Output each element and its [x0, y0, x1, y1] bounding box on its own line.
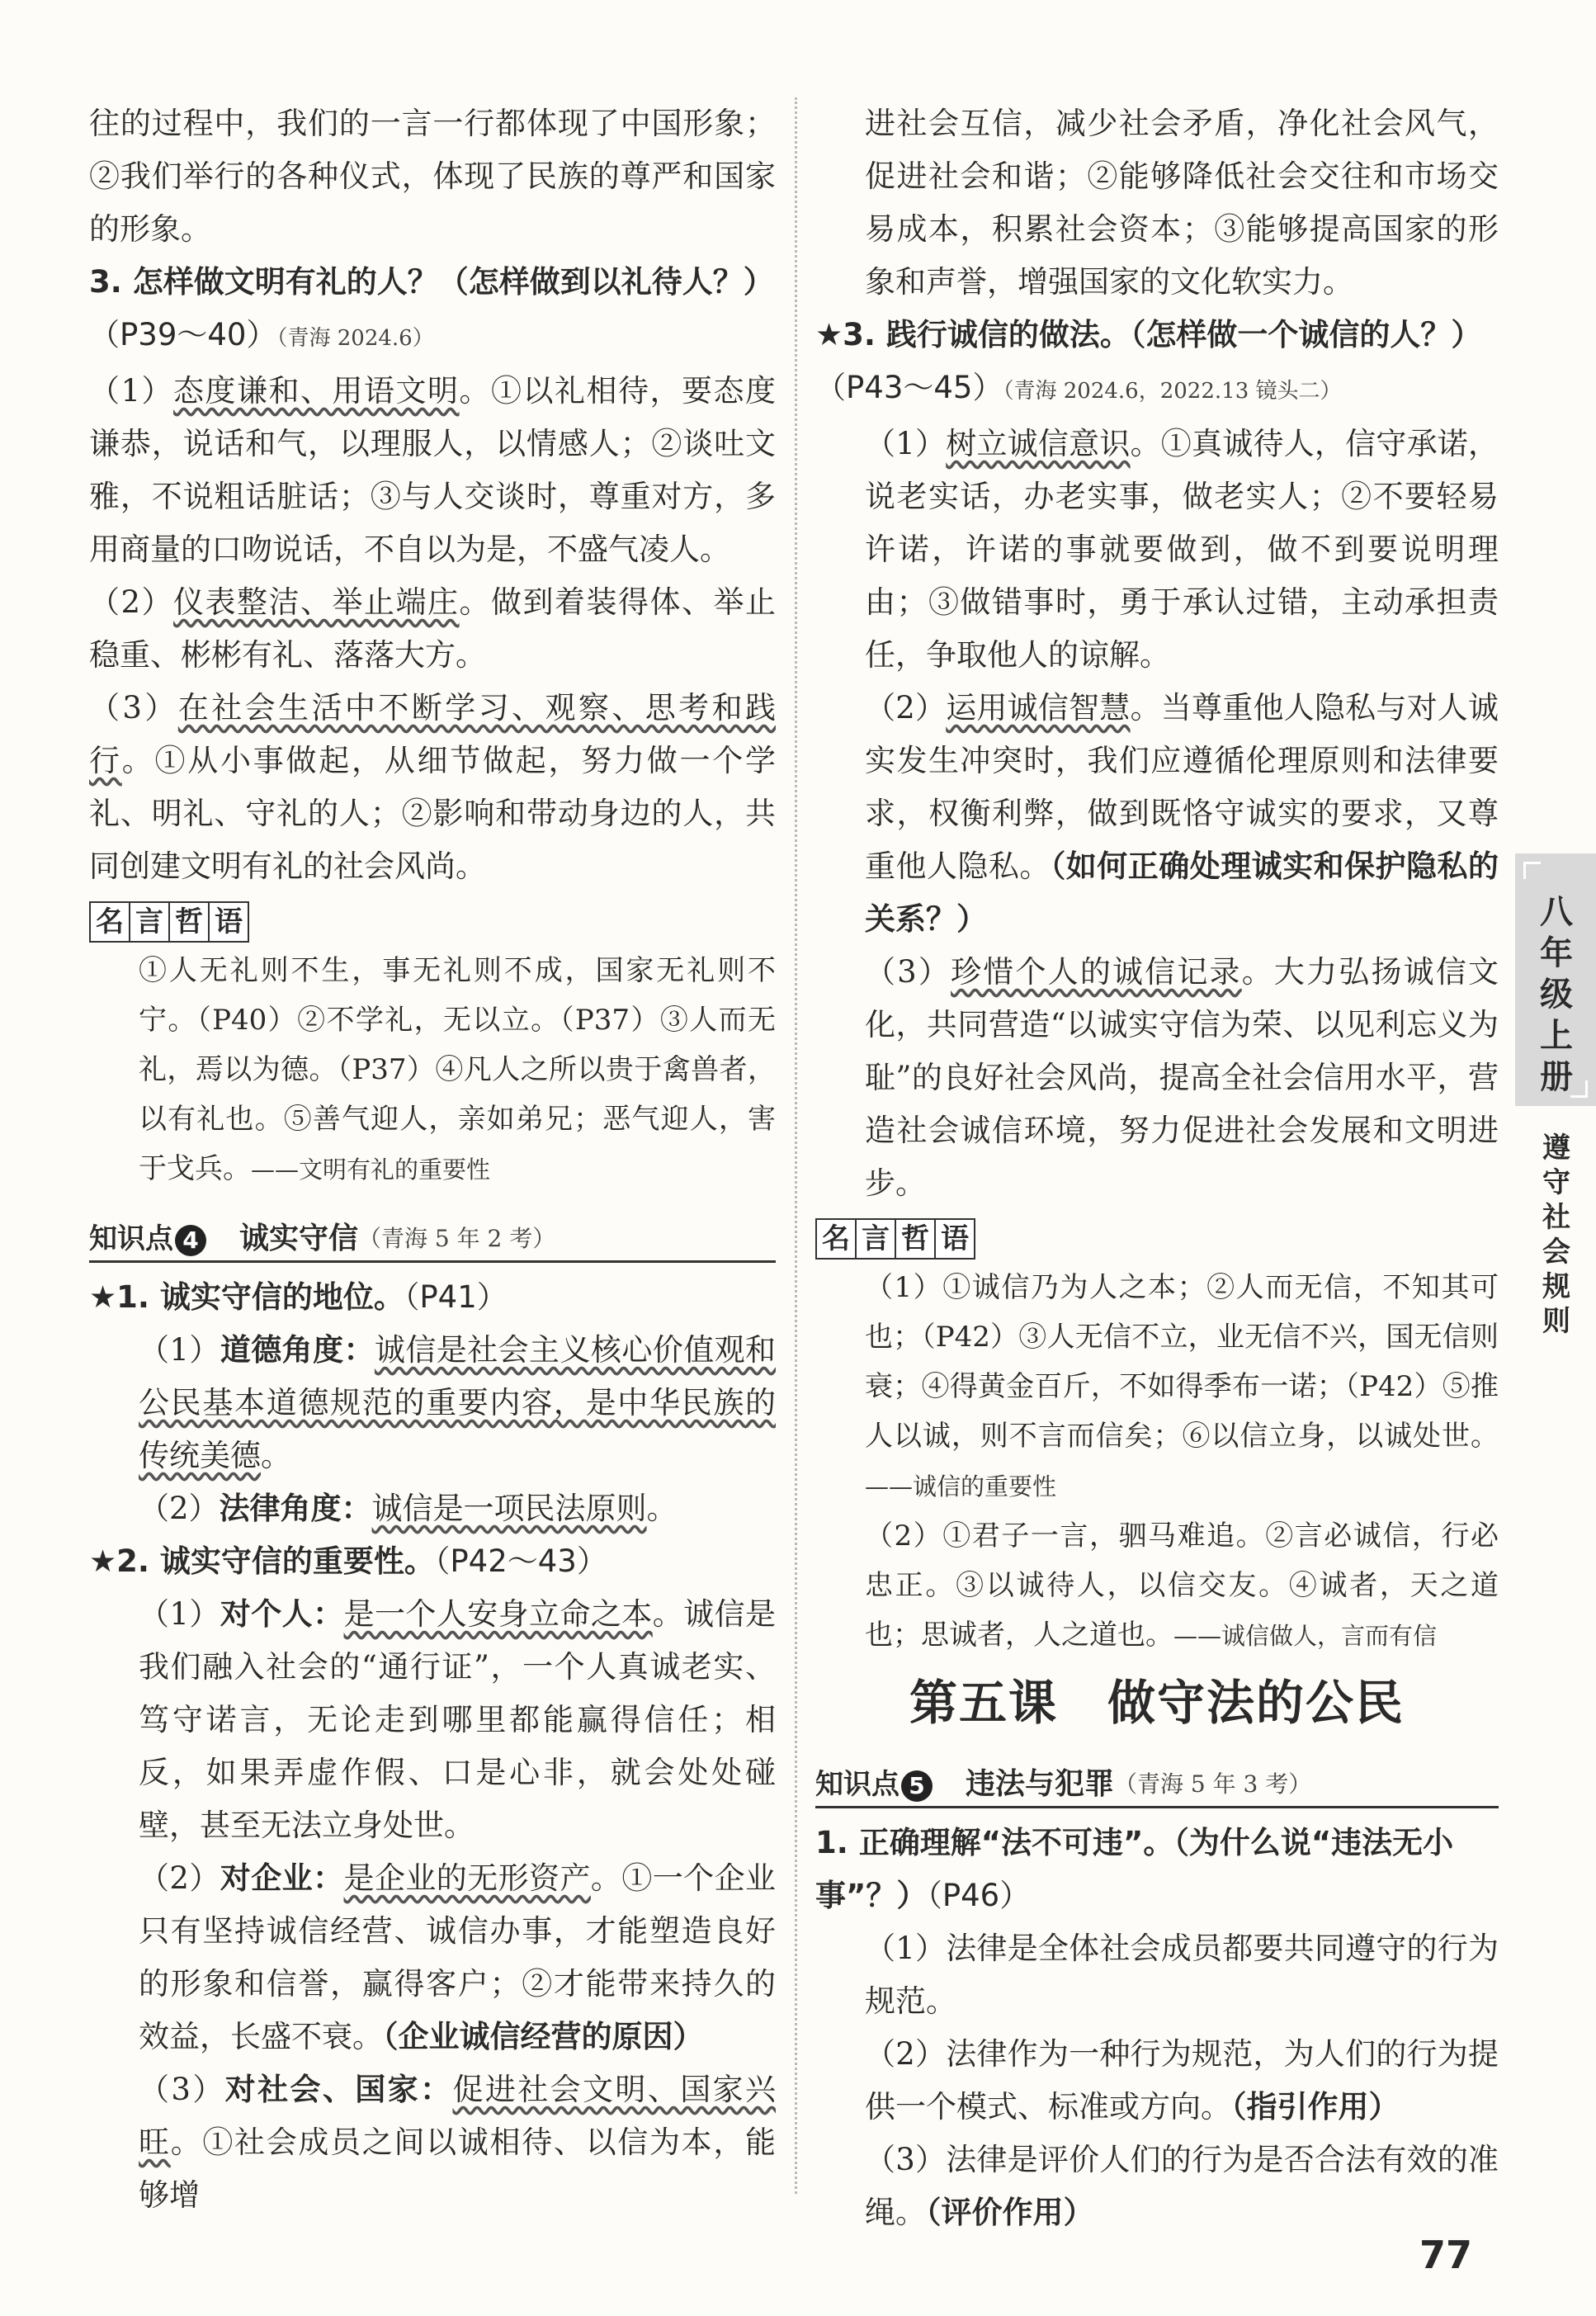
s4-item-2: （2）法律作为一种行为规范，为人们的行为提供一个模式、标准或方向。（指引作用）: [865, 2036, 1499, 2125]
s4-item-3: （3）法律是评价人们的行为是否合法有效的准绳。（评价作用）: [865, 2142, 1499, 2230]
item-1-heading: ★1. 诚实守信的地位。（P41）: [89, 1279, 508, 1315]
s2-item-1: （1）对个人：是一个人安身立命之本。诚信是我们融入社会的“通行证”，一个人真诚老实、笃守诺言，无论走到哪里都能赢得信任；相反，如果弄虚作假、口是心非，就会处处碰壁，甚至无法立身处世。: [139, 1596, 777, 1843]
s4-item-1: （1）法律是全体社会成员都要共同遵守的行为规范。: [865, 1931, 1499, 2019]
grade-label: 八年级上册: [1540, 893, 1573, 1096]
kp-number-badge: 5: [901, 1770, 933, 1802]
right-column: [815, 97, 1499, 2239]
continued-paragraph: 往的过程中，我们的一言一行都体现了中国形象；②我们举行的各种仪式，体现了民族的尊严和国家的形象。: [89, 106, 776, 247]
left-column: [89, 97, 776, 2222]
s2-item-2: （2）对企业：是企业的无形资产。①一个企业只有坚持诚信经营、诚信办事，才能塑造良好的形象和信誉，赢得客户；②才能带来持久的效益，长盛不衰。（企业诚信经营的原因）: [139, 1860, 777, 2054]
quotes-text: ①人无礼则不生，事无礼则不成，国家无礼则不宁。（P40）②不学礼，无以立。（P37）③人而无礼，焉以为德。（P37）④凡人之所以贵于禽兽者，以有礼也。⑤善气迎人，亲如弟兄；恶气迎人，害于戈兵。——文明有礼的重要性: [139, 954, 776, 1185]
lesson-title: 第五课 做守法的公民: [909, 1675, 1405, 1731]
item-2-heading: ★2. 诚实守信的重要性。（P42～43）: [89, 1543, 607, 1579]
s3-item-1: （1）树立诚信意识。①真诚待人，信守承诺，说老实话，办老实事，做老实人；②不要轻易许诺，许诺的事就要做到，做不到要说明理由；③做错事时，勇于承认过错，主动承担责任，争取他人的谅解。: [865, 426, 1499, 673]
grade-side-tab: [1515, 853, 1596, 1106]
s3-item-2: （2）运用诚信智慧。当尊重他人隐私与对人诚实发生冲突时，我们应遵循伦理原则和法律要求，权衡利弊，做到既恪守诚实的要求，又尊重他人隐私。（如何正确处理诚实和保护隐私的关系？）: [865, 690, 1499, 937]
quotes-badge: 名 言 哲 语: [89, 901, 248, 943]
column-divider: [795, 97, 797, 2194]
knowledge-point-4-header: 知识点 4 诚实守信 （青海 5 年 2 考）: [89, 1206, 776, 1263]
q3-item-1: （1）态度谦和、用语文明。①以礼相待，要态度谦恭，说话和气，以理服人，以情感人；②谈吐文雅，不说粗话脏话；③与人交谈时，尊重对方，多用商量的口吻说话，不自以为是，不盛气凌人。: [89, 373, 777, 567]
kp-number-badge: 4: [175, 1225, 206, 1256]
continued-paragraph-right: 进社会互信，减少社会矛盾，净化社会风气，促进社会和谐；②能够降低社会交往和市场交易成本，积累社会资本；③能够提高国家的形象和声誉，增强国家的文化软实力。: [865, 106, 1499, 300]
q3-item-3: （3）在社会生活中不断学习、观察、思考和践行。①从小事做起，从细节做起，努力做一个学礼、明礼、守礼的人；②影响和带动身边的人，共同创建文明有礼的社会风尚。: [89, 690, 776, 884]
knowledge-point-5-header: 知识点 5 违法与犯罪 （青海 5 年 3 考）: [815, 1751, 1499, 1808]
s2-item-3: （3）对社会、国家：促进社会文明、国家兴旺。①社会成员之间以诚相待、以信为本，能够增: [139, 2072, 777, 2213]
s1-item-2: （2）法律角度：诚信是一项民法原则。: [139, 1491, 678, 1526]
quotes-text-1: （1）①诚信乃为人之本；②人而无信，不知其可也；（P42）③人无信不立，业无信不兴，国无信则衰；④得黄金百斤，不如得季布一诺；（P42）⑤推人以诚，则不言而信矣；⑥以信立身，以诚处世。——诚信的重要性: [865, 1271, 1499, 1501]
s3-item-3: （3）珍惜个人的诚信记录。大力弘扬诚信文化，共同营造“以诚实守信为荣、以见利忘义为耻”的良好社会风尚，提高全社会信用水平，营造社会诚信环境，努力促进社会发展和文明进步。: [865, 954, 1499, 1201]
law-item-1-heading: 1. 正确理解“法不可违”。（为什么说“违法无小事”？）（P46）: [815, 1825, 1454, 1913]
quotes-text-2: （2）①君子一言，驷马难追。②言必诚信，行必忠正。③以诚待人，以信交友。④诚者，天之道也；思诚者，人之道也。——诚信做人，言而有信: [865, 1520, 1499, 1652]
page-number: 77: [1419, 2233, 1473, 2277]
unit-side-label: 遵守社会规则: [1542, 1132, 1570, 1338]
quotes-badge-right: 名 言 哲 语: [815, 1218, 974, 1260]
s1-item-1: （1）道德角度：诚信是社会主义核心价值观和公民基本道德规范的重要内容，是中华民族的传统美德。: [139, 1332, 777, 1473]
q3-item-2: （2）仪表整洁、举止端庄。做到着装得体、举止稳重、彬彬有礼、落落大方。: [89, 584, 777, 673]
item-3-heading: ★3. 践行诚信的做法。（怎样做一个诚信的人？）（P43～45）（青海 2024.6，2022.13 镜头二）: [815, 317, 1482, 405]
question-3-heading: 3. 怎样做文明有礼的人？（怎样做到以礼待人？）（P39～40）（青海 2024.6）: [89, 264, 774, 352]
